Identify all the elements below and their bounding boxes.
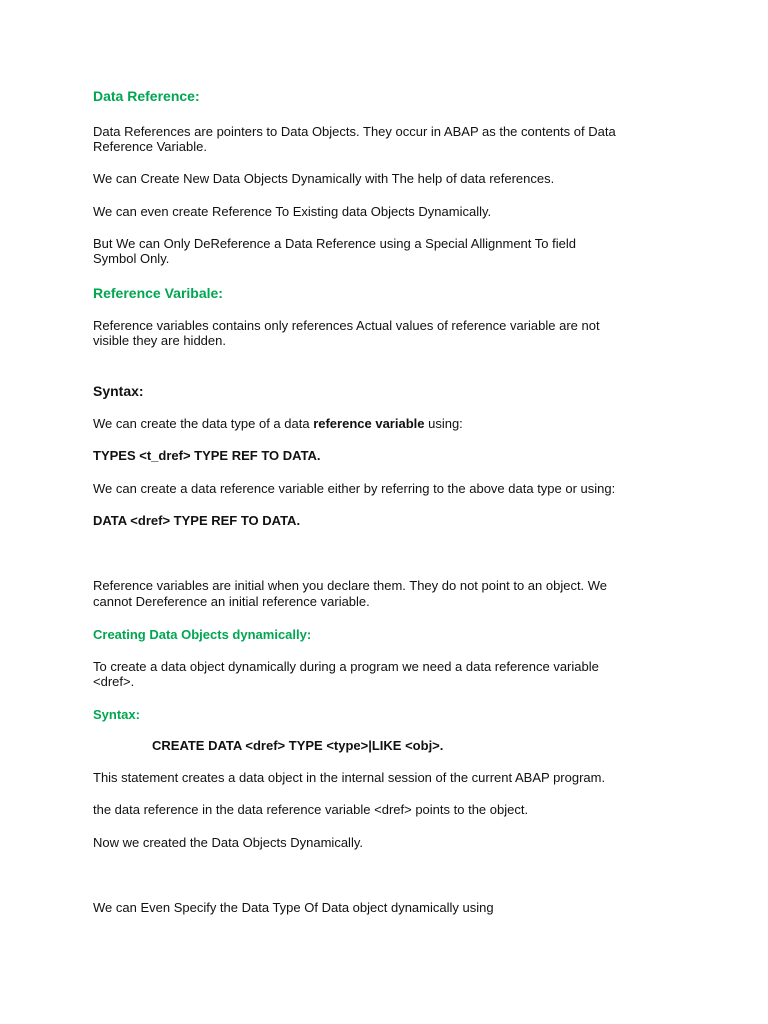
code-create-data-statement: CREATE DATA <dref> TYPE <type>|LIKE <obj>. <box>152 738 444 753</box>
paragraph-text: Symbol Only. <box>93 251 170 266</box>
paragraph-text: visible they are hidden. <box>93 333 226 348</box>
heading-creating-data-objects: Creating Data Objects dynamically: <box>93 627 312 642</box>
heading-syntax: Syntax: <box>93 383 144 399</box>
paragraph-text: Data References are pointers to Data Objects. They occur in ABAP as the contents of Data <box>93 124 616 139</box>
paragraph-text-prefix: We can create the data type of a data <box>93 416 314 431</box>
heading-data-reference: Data Reference: <box>93 88 200 104</box>
paragraph-text: We can create a data reference variable either by referring to the above data type or using: <box>93 481 616 496</box>
heading-syntax-2: Syntax: <box>93 707 140 722</box>
paragraph-text-bold: reference variable <box>313 416 425 431</box>
paragraph-text: the data reference in the data reference variable <dref> points to the object. <box>93 802 529 817</box>
code-types-statement: TYPES <t_dref> TYPE REF TO DATA. <box>93 448 321 463</box>
paragraph-text: We can Even Specify the Data Type Of Data object dynamically using <box>93 900 494 915</box>
paragraph-text: cannot Dereference an initial reference variable. <box>93 594 370 609</box>
paragraph-text: Now we created the Data Objects Dynamically. <box>93 835 363 850</box>
paragraph-text: To create a data object dynamically during a program we need a data reference variable <box>93 659 599 674</box>
paragraph-text: Reference variables contains only references Actual values of reference variable are not <box>93 318 600 333</box>
paragraph-text: Reference Variable. <box>93 139 207 154</box>
paragraph-text: But We can Only DeReference a Data Reference using a Special Allignment To field <box>93 236 576 251</box>
paragraph-text-suffix: using: <box>424 416 463 431</box>
heading-reference-variable: Reference Varibale: <box>93 285 223 301</box>
paragraph-text <box>93 416 693 432</box>
paragraph-text: Reference variables are initial when you declare them. They do not point to an object. We <box>93 578 608 593</box>
paragraph-text: <dref>. <box>93 674 135 689</box>
paragraph-text: We can even create Reference To Existing data Objects Dynamically. <box>93 204 492 219</box>
paragraph-text: This statement creates a data object in the internal session of the current ABAP program. <box>93 770 606 785</box>
paragraph-text: We can Create New Data Objects Dynamically with The help of data references. <box>93 171 555 186</box>
code-data-statement: DATA <dref> TYPE REF TO DATA. <box>93 513 301 528</box>
